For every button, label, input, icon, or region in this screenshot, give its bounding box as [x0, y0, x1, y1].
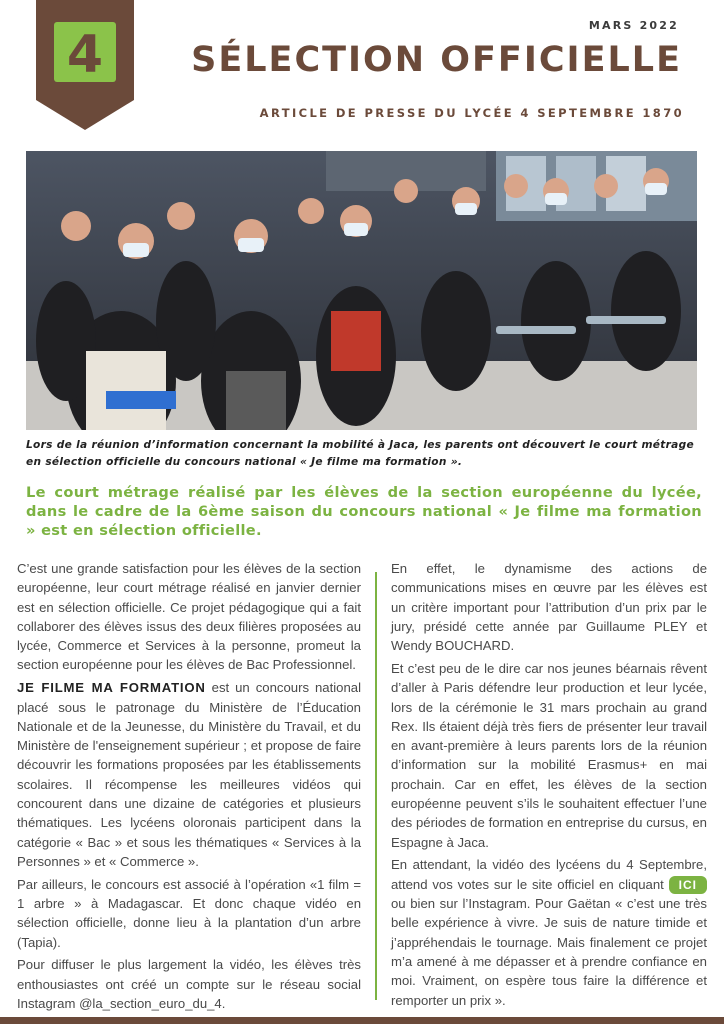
- right-paragraph-1: En effet, le dynamisme des actions de communications mises en œuvre par les élèves est un critère important pour l’attribution d’un prix par le jury, présidé cette année par Guillaume PLEY et Wendy BOUCHARD.: [391, 561, 707, 654]
- left-column: [17, 559, 361, 1017]
- left-paragraph-2: [17, 678, 361, 871]
- right-paragraph-3-end: ou bien sur l’Instagram. Pour Gaëtan « c’est une très belle expérience à vivre. Je suis de nature timide et j’appréhendais le tournage. Mais finalement ce projet m’a amené à me dépasser et à prendre confiance en moi. Vraiment, on espère tous faire la différence et remporter un prix ».: [391, 896, 707, 1008]
- right-paragraph-3-start: En attendant, la vidéo des lycéens du 4 Septembre, attend vos votes sur le site officiel en cliquant: [391, 857, 707, 892]
- issue-date: MARS 2022: [588, 19, 679, 32]
- left-paragraph-3: Par ailleurs, le concours est associé à l’opération «1 film = 1 arbre » à Madagascar. Et donc chaque vidéo en sélection officielle, donne lieu à la plantation d’un arbre (Tapia).: [17, 876, 361, 950]
- column-divider: [375, 572, 377, 1000]
- left-paragraph-1: C’est une grande satisfaction pour les élèves de la section européenne, leur court métrage réalisé en janvier dernier est en sélection officielle. Ce projet pédagogique qui a fait collaborer des élèves issus des deux filières proposées au lycée, Commerce et Services à la personne, promeut la section européenne pour les élèves de Bac Professionnel.: [17, 561, 361, 673]
- vote-link-button[interactable]: ICI: [669, 876, 707, 894]
- logo-number: 4: [66, 25, 104, 85]
- footer-bar: [0, 1017, 724, 1024]
- left-paragraph-2-text: est un concours national placé sous le patronage du Ministère de l’Éducation Nationale et de la Jeunesse, du Ministère du Travail, et du Ministère de l'enseignement supérieur ; et propose de faire découvrir les formations proposées par les établissements scolaires. Il récompense les meilleures vidéos qui concourent dans une dizaine de catégories et plusieurs thématiques. Les lycéens oloronais participent dans la catégorie « Bac » et sous les thématiques « Services à la Personnes » et « Commerce ».: [17, 680, 361, 869]
- lead-paragraph: Le court métrage réalisé par les élèves de la section européenne du lycée, dans le cadre de la 6ème saison du concours national « Je filme ma formation » est en sélection officielle.: [26, 484, 702, 539]
- school-logo: [36, 0, 134, 130]
- contest-name: JE FILME MA FORMATION: [17, 680, 206, 696]
- right-paragraph-3: [391, 855, 707, 1009]
- left-paragraph-4: Pour diffuser le plus largement la vidéo, les élèves très enthousiastes ont créé un compte sur le réseau social Instagram @la_section_euro_du_4.: [17, 957, 361, 1012]
- page-title: SÉLECTION OFFICIELLE: [191, 40, 682, 80]
- photo-caption: Lors de la réunion d’information concernant la mobilité à Jaca, les parents ont découvert le court métrage en sélection officielle du concours national « Je filme ma formation ».: [26, 439, 694, 468]
- meeting-photo: [26, 151, 697, 430]
- right-paragraph-2: Et c’est peu de le dire car nos jeunes béarnais rêvent d’aller à Paris défendre leur production et leur lycée, lors de la cérémonie le 31 mars prochain au grand Rex. Ils étaient déjà très fiers de présenter leur travail en avant-première à leurs parents lors de la réunion d’information sur la mobilité Erasmus+ en mai prochain. Car en effet, les élèves de la section européenne peuvent s’ils le souhaitent effectuer l’une des périodes de formation en entreprise du cursus, en Espagne à Jaca.: [391, 660, 707, 850]
- right-column: [391, 559, 707, 1013]
- page-subtitle: ARTICLE DE PRESSE DU LYCÉE 4 SEPTEMBRE 1870: [259, 106, 684, 120]
